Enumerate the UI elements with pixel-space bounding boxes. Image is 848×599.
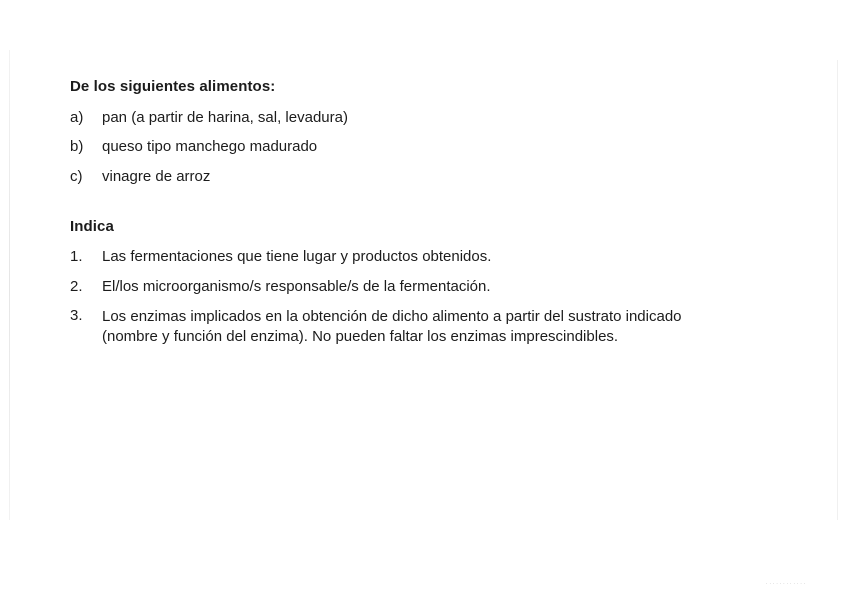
list-item-text: El/los microorganismo/s responsable/s de la fermentación. — [102, 278, 491, 295]
list-item-task-2 — [70, 278, 491, 295]
scan-edge-right — [837, 60, 838, 520]
list-item-text: pan (a partir de harina, sal, levadura) — [102, 109, 348, 126]
intro-heading: De los siguientes alimentos: — [70, 78, 276, 95]
list-item-text: queso tipo manchego madurado — [102, 138, 318, 155]
task-heading: Indica — [70, 218, 114, 235]
list-item-text: Las fermentaciones que tiene lugar y productos obtenidos. — [102, 248, 492, 265]
list-marker: 2. — [70, 278, 83, 295]
list-item-task-3 — [70, 307, 742, 347]
list-marker: 3. — [70, 307, 83, 324]
list-item-food-b — [70, 138, 317, 155]
list-item-task-1 — [70, 248, 491, 265]
list-item-text-line-2: (nombre y función del enzima). No pueden faltar los enzimas imprescindibles. — [102, 328, 619, 345]
list-item-text — [102, 307, 742, 347]
scanner-footer-mark: · · · · · · · · · · · · — [766, 581, 806, 586]
list-marker: b) — [70, 138, 84, 155]
scan-edge-left — [9, 50, 10, 520]
list-item-text-line-1: Los enzimas implicados en la obtención de dicho alimento a partir del sustrato indicado — [102, 308, 682, 325]
list-marker: c) — [70, 168, 83, 185]
list-marker: 1. — [70, 248, 83, 265]
list-marker: a) — [70, 109, 84, 126]
list-item-text: vinagre de arroz — [102, 168, 211, 185]
list-item-food-c — [70, 168, 210, 185]
list-item-food-a — [70, 109, 348, 126]
